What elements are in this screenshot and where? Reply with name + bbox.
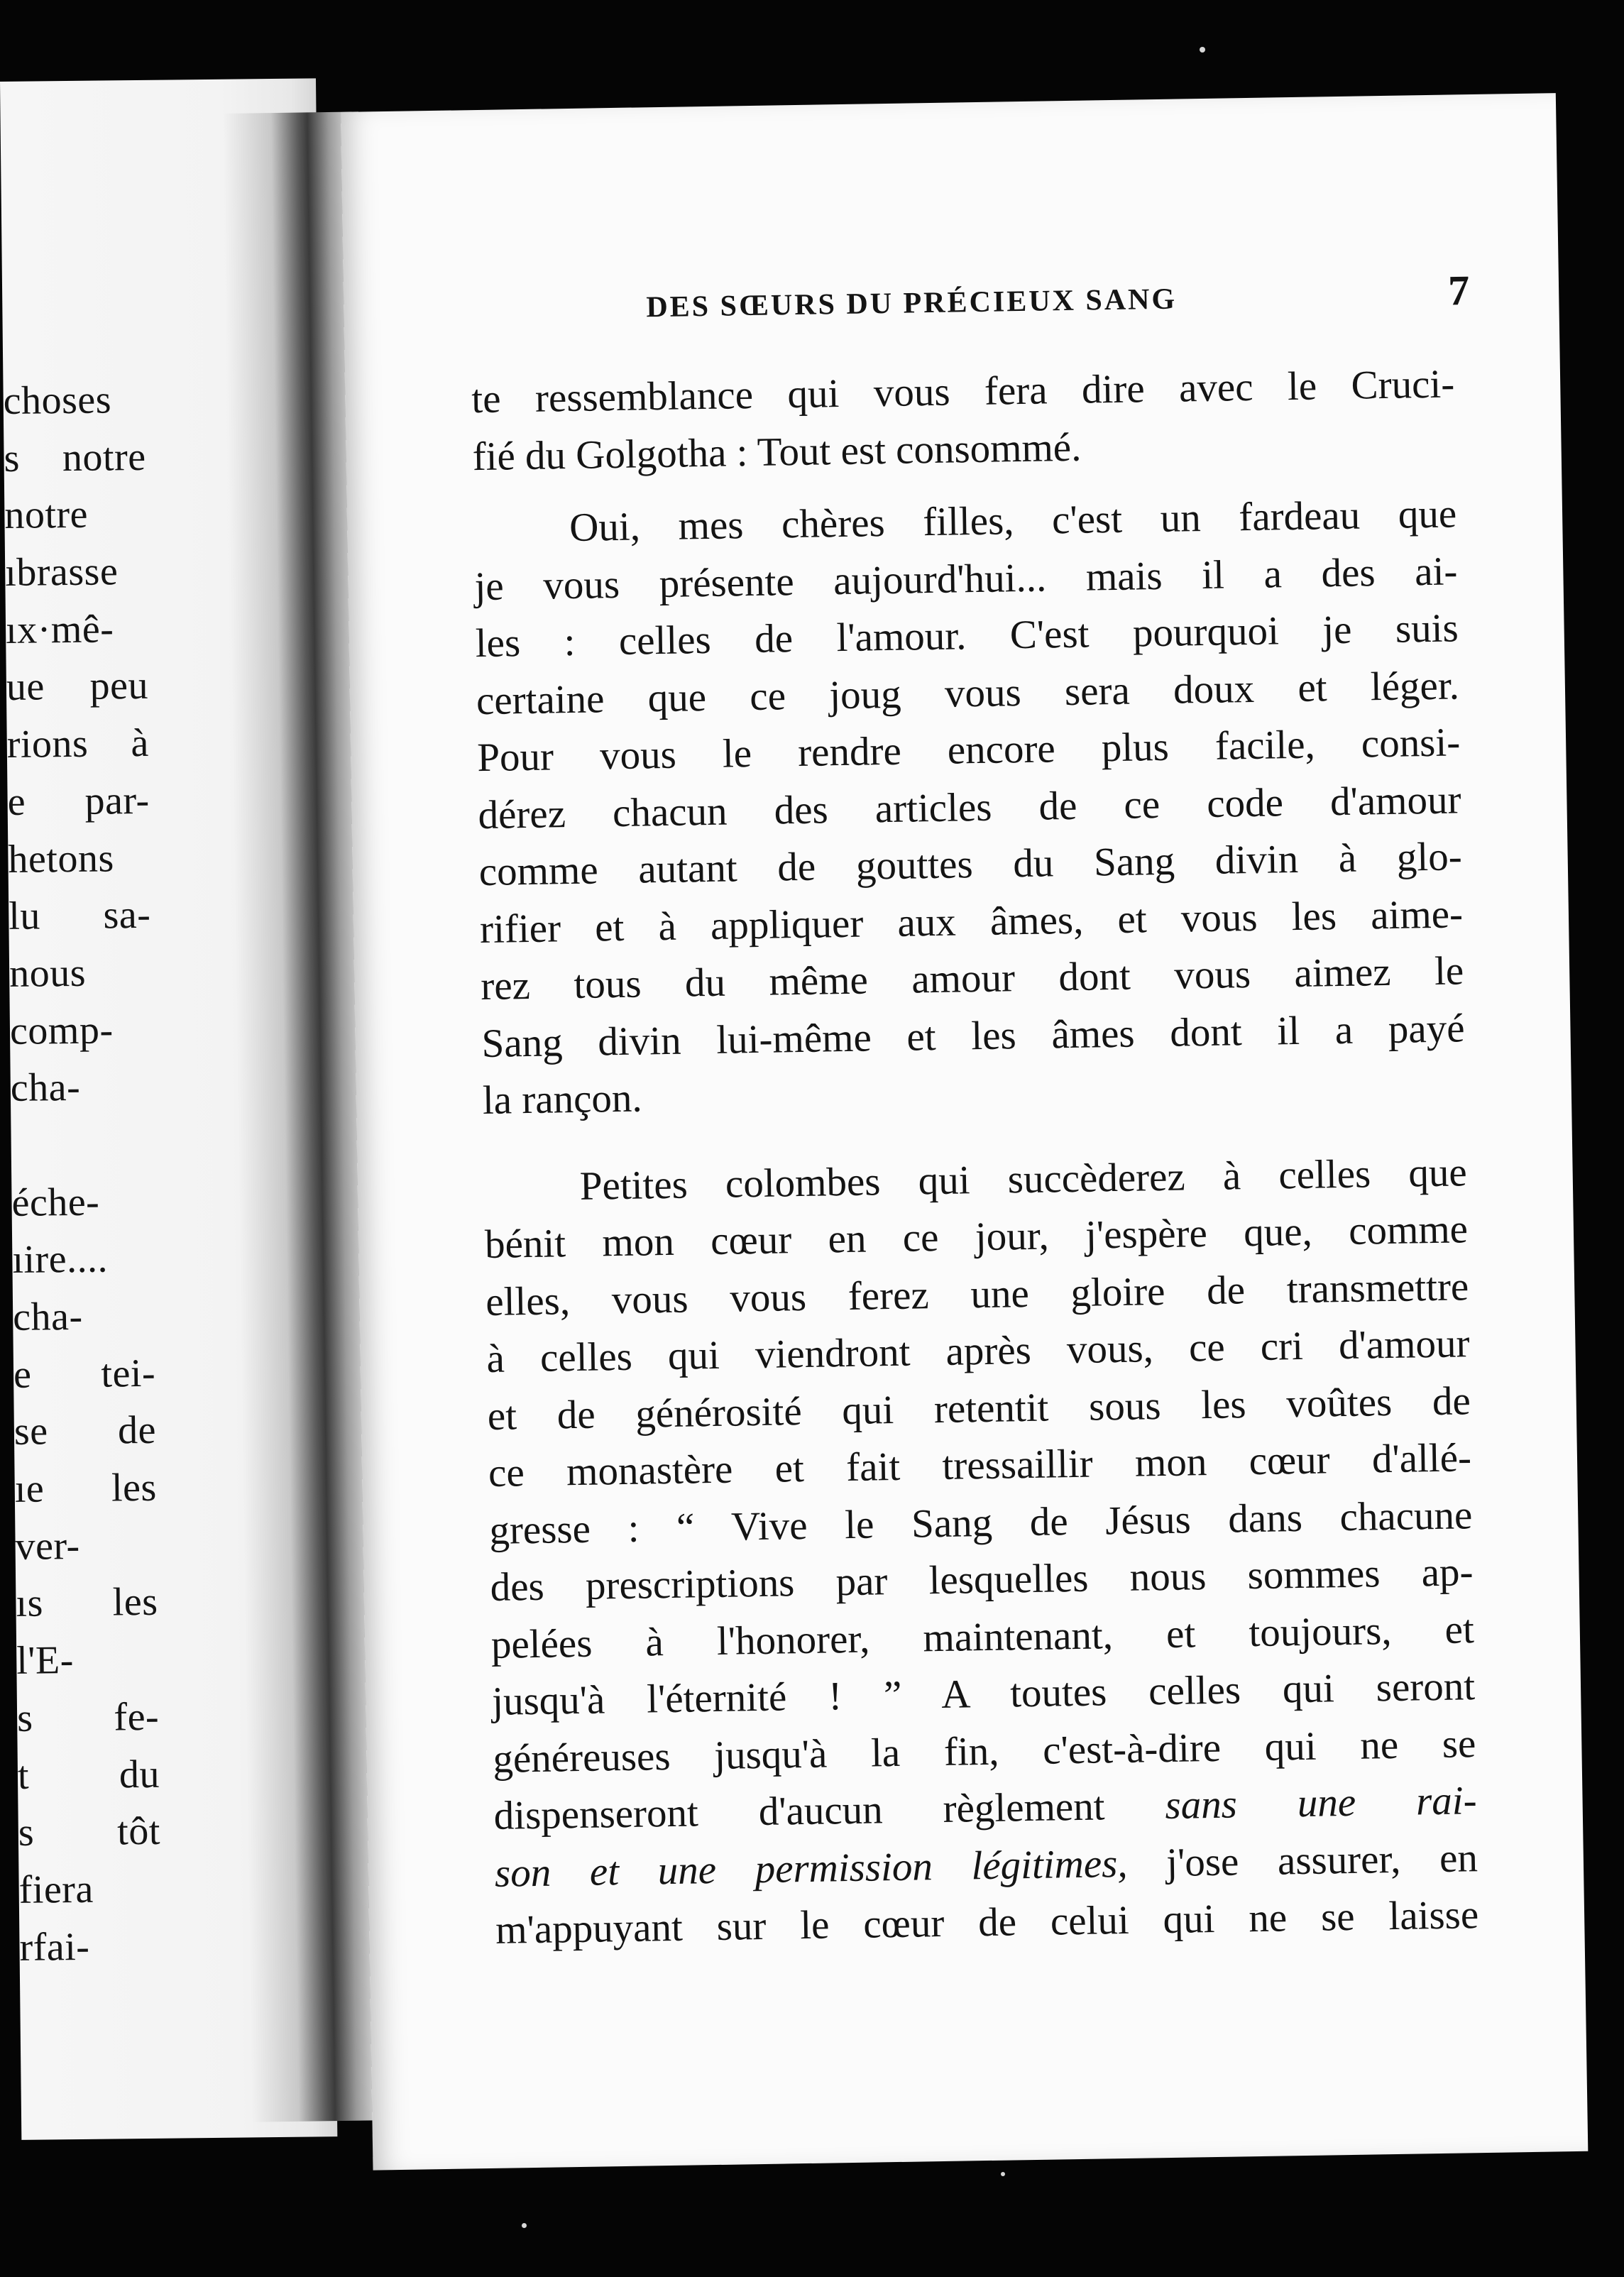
previous-page-line: ıx·mê- (5, 607, 114, 652)
previous-page-line: lu sa- (8, 893, 151, 939)
text-line: Oui, mes chères filles, c'est un fardeau que (569, 491, 1457, 551)
text-line: des prescriptions par lesquelles nous sommes ap- (490, 1549, 1474, 1610)
text-line: certaine que ce joug vous sera doux et léger. (476, 662, 1460, 723)
previous-page-line: ıs les (16, 1580, 158, 1626)
previous-page-line: ıire.... (12, 1236, 109, 1283)
previous-page-line: cha- (10, 1065, 81, 1111)
text-line: Petites colombes qui succèderez à celles que (579, 1149, 1468, 1209)
previous-page-line: l'E- (16, 1638, 75, 1684)
running-head: DES SŒURS DU PRÉCIEUX SANG (646, 282, 1178, 324)
previous-page-line: ıbrasse (4, 549, 119, 596)
previous-page-line: choses (3, 378, 112, 423)
text-line: rez tous du même amour dont vous aimez le (480, 948, 1464, 1009)
scan-speck (1001, 2172, 1005, 2176)
text-line: rifier et à appliquer aux âmes, et vous les aime- (479, 891, 1464, 952)
previous-page-line: rions à (6, 720, 150, 767)
text-run: dispenseront d'aucun règlement (493, 1784, 1105, 1838)
text-run: j'ose assurer, en (1165, 1835, 1478, 1885)
text-line: comme autant de gouttes du Sang divin à glo- (478, 834, 1463, 895)
page-body (471, 356, 1479, 1959)
text-line: dérez chacun des articles de ce code d'amour (478, 777, 1461, 838)
previous-page-line: s notre (4, 434, 146, 481)
book-page (341, 93, 1588, 2171)
text-line: elles, vous vous ferez une gloire de transmettre (485, 1263, 1469, 1324)
italic-text-run: sans une rai- (1164, 1778, 1478, 1828)
text-line: fié du Golgotha : Tout est consommé. (472, 424, 1082, 479)
previous-page-line: e tei- (13, 1351, 156, 1397)
previous-page-line: s fe- (16, 1694, 160, 1740)
previous-page-line: fiera (18, 1867, 94, 1912)
text-line: les : celles de l'amour. C'est pourquoi je suis (475, 605, 1459, 666)
text-line: m'appuyant sur le cœur de celui qui ne se laisse (495, 1892, 1479, 1953)
text-line: généreuses jusqu'à la fin, c'est-à-dire qui ne se (492, 1721, 1476, 1782)
italic-text-run: son et une permission légitimes, (494, 1840, 1129, 1896)
previous-page-line: ue peu (6, 664, 149, 710)
page-number: 7 (1447, 267, 1470, 314)
previous-page-line: ver- (15, 1523, 80, 1569)
text-line: Sang divin lui-même et les âmes dont il a payé (481, 1005, 1465, 1066)
text-line: te ressemblance qui vous fera dire avec le Cruci- (471, 361, 1455, 422)
text-line: pelées à l'honorer, maintenant, et toujours, et (490, 1606, 1475, 1667)
previous-page-text (3, 371, 162, 1976)
text-line: gresse : “ Vive le Sang de Jésus dans chacune (488, 1492, 1473, 1553)
previous-page-line: t du (17, 1752, 160, 1798)
text-line: la rançon. (482, 1075, 643, 1124)
previous-page-line: rfai- (19, 1924, 90, 1970)
previous-page-line: e par- (7, 778, 150, 824)
text-line: Pour vous le rendre encore plus facile, consi- (476, 720, 1461, 781)
previous-page-line: se de (13, 1408, 157, 1454)
previous-page-line: notre (4, 493, 89, 538)
scan-speck (522, 2223, 527, 2228)
text-line: jusqu'à l'éternité ! ” A toutes celles qui seront (491, 1664, 1476, 1724)
scan-speck (1200, 47, 1205, 53)
previous-page-line: éche- (11, 1180, 100, 1225)
text-line: à celles qui viendront après vous, ce cri d'amour (486, 1321, 1470, 1381)
text-line: et de générosité qui retentit sous les voûtes de (487, 1378, 1471, 1439)
previous-page-line: nous (9, 950, 87, 996)
previous-page-line: hetons (8, 835, 115, 882)
previous-page-line: s tôt (18, 1809, 161, 1855)
previous-page-line (11, 1116, 153, 1175)
text-line: bénit mon cœur en ce jour, j'espère que, comme (484, 1207, 1469, 1268)
previous-page-line: cha- (12, 1294, 83, 1339)
text-line: ce monastère et fait tressaillir mon cœur d'allé- (488, 1435, 1472, 1496)
text-line: je vous présente aujourd'hui... mais il a des ai- (474, 548, 1458, 609)
previous-page-line: ıe les (14, 1465, 158, 1511)
previous-page-line: comp- (9, 1007, 114, 1053)
